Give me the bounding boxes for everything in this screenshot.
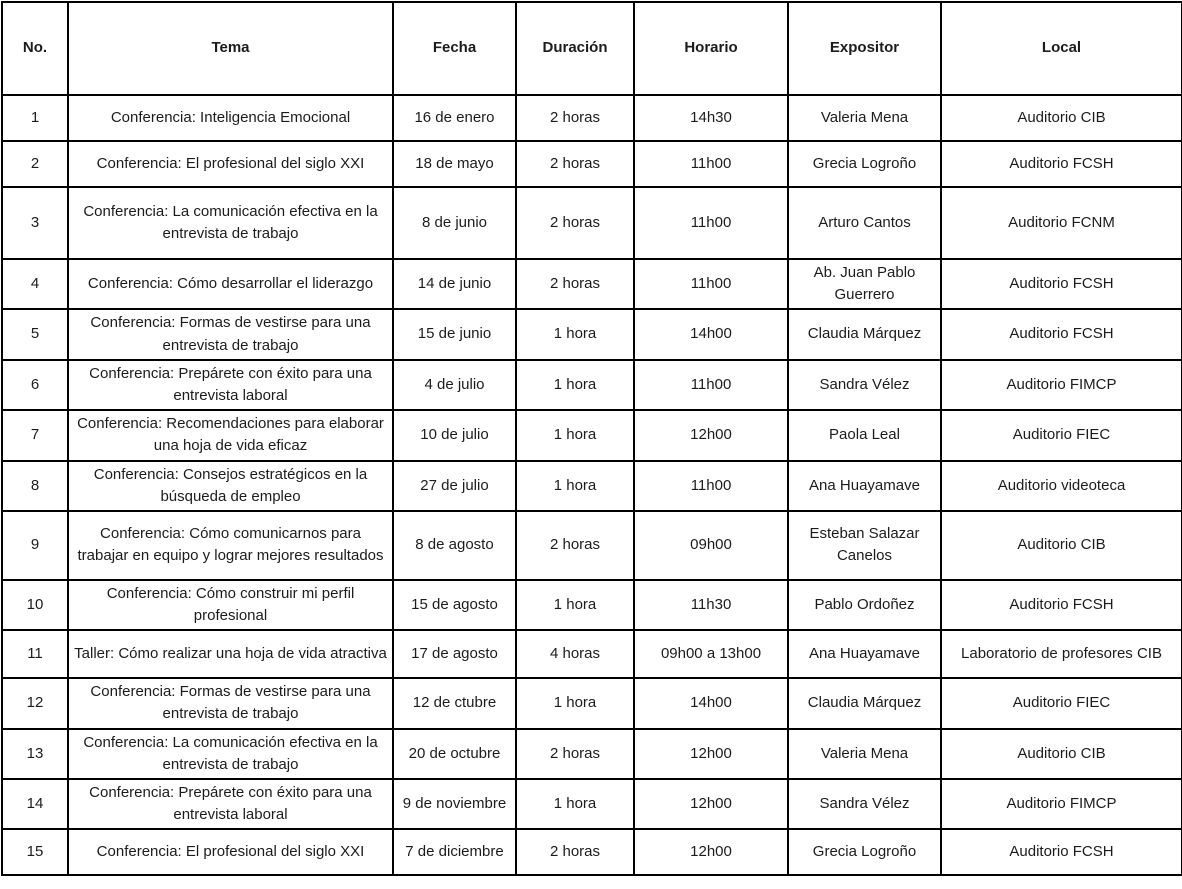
cell-horario: 11h30 [634, 580, 788, 630]
cell-horario: 12h00 [634, 729, 788, 779]
cell-horario: 14h00 [634, 309, 788, 359]
cell-tema: Conferencia: Cómo construir mi perfil profesional [68, 580, 393, 630]
cell-expositor: Sandra Vélez [788, 779, 941, 829]
cell-tema: Conferencia: El profesional del siglo XXI [68, 141, 393, 187]
cell-expositor: Ana Huayamave [788, 630, 941, 678]
table-row [2, 410, 1182, 460]
table-row [2, 187, 1182, 259]
schedule-table [1, 1, 1182, 876]
column-header-expositor: Expositor [788, 2, 941, 95]
cell-local: Auditorio FIMCP [941, 779, 1182, 829]
cell-fecha: 27 de julio [393, 461, 516, 511]
cell-fecha: 16 de enero [393, 95, 516, 141]
cell-local: Auditorio FCSH [941, 141, 1182, 187]
table-row [2, 309, 1182, 359]
cell-expositor: Pablo Ordoñez [788, 580, 941, 630]
table-row [2, 360, 1182, 410]
cell-tema: Conferencia: La comunicación efectiva en la entrevista de trabajo [68, 187, 393, 259]
cell-duracion: 2 horas [516, 729, 634, 779]
cell-fecha: 8 de agosto [393, 511, 516, 580]
cell-local: Auditorio FIEC [941, 410, 1182, 460]
cell-fecha: 8 de junio [393, 187, 516, 259]
cell-expositor: Valeria Mena [788, 95, 941, 141]
cell-duracion: 1 hora [516, 410, 634, 460]
table-body [2, 95, 1182, 875]
cell-fecha: 12 de ctubre [393, 678, 516, 728]
cell-expositor: Grecia Logroño [788, 829, 941, 875]
cell-horario: 12h00 [634, 779, 788, 829]
cell-horario: 11h00 [634, 259, 788, 309]
cell-duracion: 2 horas [516, 259, 634, 309]
cell-expositor: Ab. Juan Pablo Guerrero [788, 259, 941, 309]
cell-local: Auditorio FCSH [941, 309, 1182, 359]
cell-duracion: 2 horas [516, 141, 634, 187]
column-header-horario: Horario [634, 2, 788, 95]
cell-expositor: Claudia Márquez [788, 678, 941, 728]
cell-fecha: 18 de mayo [393, 141, 516, 187]
column-header-no: No. [2, 2, 68, 95]
cell-no: 11 [2, 630, 68, 678]
table-row [2, 729, 1182, 779]
column-header-local: Local [941, 2, 1182, 95]
cell-tema: Conferencia: Recomendaciones para elaborar una hoja de vida eficaz [68, 410, 393, 460]
table-row [2, 511, 1182, 580]
column-header-tema: Tema [68, 2, 393, 95]
cell-horario: 11h00 [634, 360, 788, 410]
cell-horario: 11h00 [634, 461, 788, 511]
cell-local: Auditorio FCNM [941, 187, 1182, 259]
table-row [2, 461, 1182, 511]
column-header-fecha: Fecha [393, 2, 516, 95]
cell-duracion: 2 horas [516, 829, 634, 875]
cell-local: Auditorio FIMCP [941, 360, 1182, 410]
cell-fecha: 10 de julio [393, 410, 516, 460]
cell-fecha: 17 de agosto [393, 630, 516, 678]
cell-no: 12 [2, 678, 68, 728]
table-row [2, 259, 1182, 309]
cell-no: 8 [2, 461, 68, 511]
cell-tema: Conferencia: Formas de vestirse para una entrevista de trabajo [68, 678, 393, 728]
cell-expositor: Sandra Vélez [788, 360, 941, 410]
cell-local: Auditorio CIB [941, 511, 1182, 580]
cell-tema: Conferencia: El profesional del siglo XXI [68, 829, 393, 875]
table-row [2, 141, 1182, 187]
cell-local: Auditorio FCSH [941, 580, 1182, 630]
cell-fecha: 9 de noviembre [393, 779, 516, 829]
cell-tema: Conferencia: La comunicación efectiva en la entrevista de trabajo [68, 729, 393, 779]
cell-fecha: 4 de julio [393, 360, 516, 410]
cell-fecha: 14 de junio [393, 259, 516, 309]
cell-no: 1 [2, 95, 68, 141]
cell-local: Auditorio CIB [941, 95, 1182, 141]
cell-fecha: 15 de junio [393, 309, 516, 359]
cell-tema: Taller: Cómo realizar una hoja de vida atractiva [68, 630, 393, 678]
cell-no: 4 [2, 259, 68, 309]
cell-local: Auditorio FIEC [941, 678, 1182, 728]
table-row [2, 95, 1182, 141]
cell-horario: 09h00 a 13h00 [634, 630, 788, 678]
cell-horario: 12h00 [634, 829, 788, 875]
cell-tema: Conferencia: Prepárete con éxito para una entrevista laboral [68, 360, 393, 410]
cell-duracion: 1 hora [516, 360, 634, 410]
cell-fecha: 20 de octubre [393, 729, 516, 779]
cell-expositor: Claudia Márquez [788, 309, 941, 359]
cell-duracion: 1 hora [516, 309, 634, 359]
cell-duracion: 2 horas [516, 187, 634, 259]
cell-horario: 14h00 [634, 678, 788, 728]
cell-fecha: 15 de agosto [393, 580, 516, 630]
cell-horario: 11h00 [634, 187, 788, 259]
cell-no: 13 [2, 729, 68, 779]
cell-duracion: 2 horas [516, 95, 634, 141]
cell-no: 14 [2, 779, 68, 829]
header-row [2, 2, 1182, 95]
cell-no: 9 [2, 511, 68, 580]
cell-horario: 12h00 [634, 410, 788, 460]
cell-duracion: 2 horas [516, 511, 634, 580]
cell-tema: Conferencia: Cómo comunicarnos para trabajar en equipo y lograr mejores resultados [68, 511, 393, 580]
cell-expositor: Valeria Mena [788, 729, 941, 779]
cell-local: Auditorio FCSH [941, 259, 1182, 309]
table-row [2, 678, 1182, 728]
table-row [2, 630, 1182, 678]
table-row [2, 779, 1182, 829]
cell-expositor: Grecia Logroño [788, 141, 941, 187]
table-row [2, 580, 1182, 630]
cell-no: 2 [2, 141, 68, 187]
cell-no: 5 [2, 309, 68, 359]
cell-duracion: 1 hora [516, 779, 634, 829]
cell-no: 7 [2, 410, 68, 460]
table-row [2, 829, 1182, 875]
cell-local: Auditorio CIB [941, 729, 1182, 779]
cell-horario: 14h30 [634, 95, 788, 141]
cell-local: Laboratorio de profesores CIB [941, 630, 1182, 678]
cell-duracion: 4 horas [516, 630, 634, 678]
cell-expositor: Arturo Cantos [788, 187, 941, 259]
cell-no: 10 [2, 580, 68, 630]
cell-tema: Conferencia: Prepárete con éxito para una entrevista laboral [68, 779, 393, 829]
cell-no: 15 [2, 829, 68, 875]
cell-no: 3 [2, 187, 68, 259]
cell-duracion: 1 hora [516, 461, 634, 511]
cell-tema: Conferencia: Cómo desarrollar el liderazgo [68, 259, 393, 309]
cell-local: Auditorio videoteca [941, 461, 1182, 511]
cell-fecha: 7 de diciembre [393, 829, 516, 875]
cell-tema: Conferencia: Formas de vestirse para una entrevista de trabajo [68, 309, 393, 359]
cell-duracion: 1 hora [516, 678, 634, 728]
cell-tema: Conferencia: Consejos estratégicos en la búsqueda de empleo [68, 461, 393, 511]
cell-expositor: Ana Huayamave [788, 461, 941, 511]
cell-tema: Conferencia: Inteligencia Emocional [68, 95, 393, 141]
cell-horario: 09h00 [634, 511, 788, 580]
column-header-duracion: Duración [516, 2, 634, 95]
cell-expositor: Paola Leal [788, 410, 941, 460]
cell-duracion: 1 hora [516, 580, 634, 630]
cell-expositor: Esteban Salazar Canelos [788, 511, 941, 580]
cell-no: 6 [2, 360, 68, 410]
cell-local: Auditorio FCSH [941, 829, 1182, 875]
cell-horario: 11h00 [634, 141, 788, 187]
